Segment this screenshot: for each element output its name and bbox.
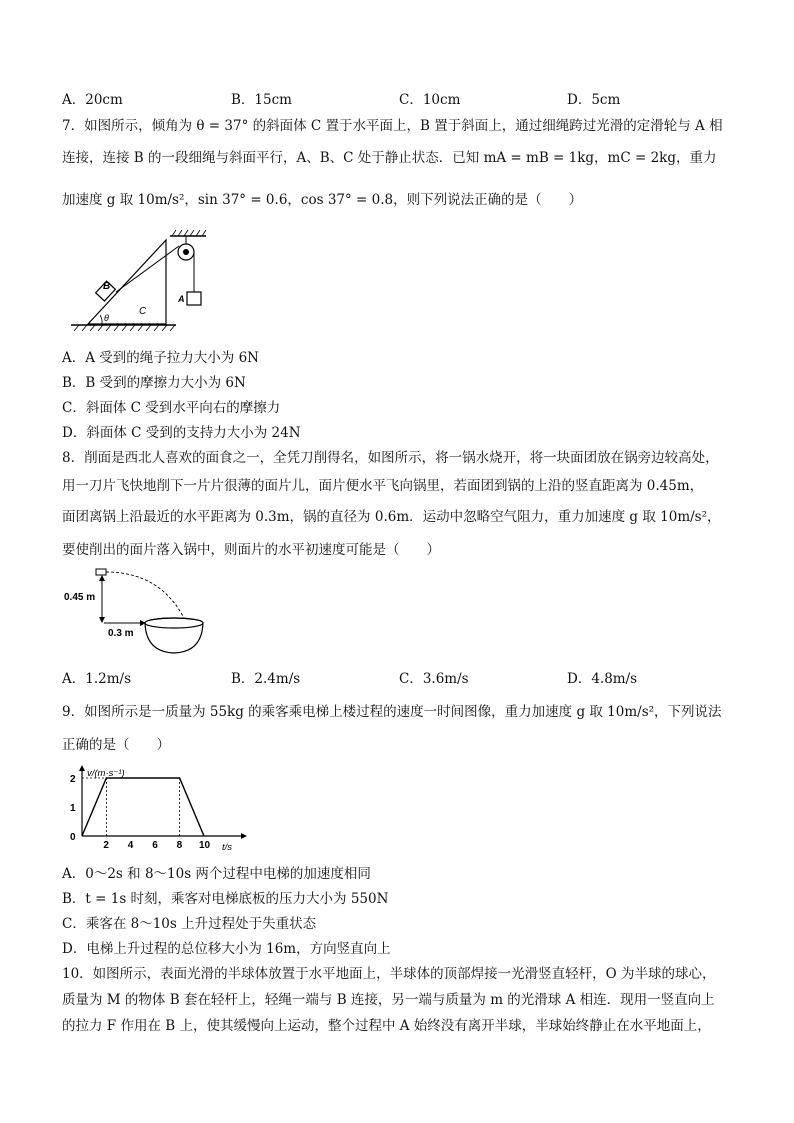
- q6-option-d: D．5cm: [567, 92, 621, 108]
- q9-option-d: D．电梯上升过程的总位移大小为 16m，方向竖直向上: [62, 941, 391, 957]
- q10-stem-line-2: 质量为 M 的物体 B 套在轻杆上，轻绳一端与 B 连接，另一端与质量为 m 的光滑球 A 相连．现用一竖直向上: [62, 992, 715, 1008]
- q8-option-a: A．1.2m/s: [62, 671, 131, 687]
- q6-option-c: C．10cm: [399, 92, 461, 108]
- q10-stem-line-1: 10．如图所示，表面光滑的半球体放置于水平地面上，半球体的顶部焊接一光滑竖直轻杆，O 为半球的球心，: [62, 966, 716, 982]
- q7-stem-line-2: 连接，连接 B 的一段细绳与斜面平行，A、B、C 处于静止状态．已知 mA = mB = 1kg，mC = 2kg，重力: [62, 150, 717, 166]
- x-tick-label: 8: [176, 840, 183, 851]
- x-tick-label: 6: [152, 840, 158, 851]
- x-axis-label: t/s: [222, 842, 233, 853]
- q9-stem-line-1: 9．如图所示是一质量为 55kg 的乘客乘电梯上楼过程的速度一时间图像，重力加速度 g 取 10m/s²，下列说法: [62, 704, 722, 720]
- q8-stem-line-4: 要使削出的面片落入锅中，则面片的水平初速度可能是（ ）: [62, 542, 440, 558]
- x-tick-label: 10: [199, 840, 211, 851]
- q7-label-a: A: [178, 294, 185, 304]
- q6-option-a: A．20cm: [62, 92, 123, 108]
- q8-distance-label: 0.3 m: [108, 628, 134, 639]
- q8-stem-line-3: 面团离锅上沿最近的水平距离为 0.3m，锅的直径为 0.6m．运动中忽略空气阻力，重力加速度 g 取 10m/s²，: [62, 509, 721, 525]
- q7-label-b: B: [103, 281, 111, 292]
- q7-label-c: C: [139, 306, 147, 317]
- q7-option-b: B．B 受到的摩擦力大小为 6N: [62, 375, 246, 391]
- q9-option-c: C．乘客在 8～10s 上升过程处于失重状态: [62, 916, 317, 932]
- q6-option-b: B．15cm: [231, 92, 292, 108]
- q9-velocity-time-chart: [62, 762, 252, 854]
- q7-stem-line-3: 加速度 g 取 10m/s²，sin 37° = 0.6，cos 37° = 0.8，则下列说法正确的是（ ）: [62, 192, 583, 208]
- q9-stem-line-2: 正确的是（ ）: [62, 737, 170, 753]
- q10-stem-line-3: 的拉力 F 作用在 B 上，使其缓慢向上运动，整个过程中 A 始终没有离开半球，半球始终静止在水平地面上，: [62, 1018, 711, 1034]
- y-axis-label: v/(m·s⁻¹): [87, 768, 125, 779]
- y-tick-label: 2: [70, 774, 76, 785]
- q8-stem-line-1: 8．削面是西北人喜欢的面食之一，全凭刀削得名，如图所示，将一锅水烧开，将一块面团放在锅旁边较高处，: [62, 450, 719, 466]
- q9-option-b: B．t = 1s 时刻，乘客对电梯底板的压力大小为 550N: [62, 891, 389, 907]
- q7-option-d: D．斜面体 C 受到的支持力大小为 24N: [62, 425, 301, 441]
- q7-option-a: A．A 受到的绳子拉力大小为 6N: [62, 350, 259, 366]
- q8-option-b: B．2.4m/s: [231, 671, 301, 687]
- q8-height-label: 0.45 m: [64, 592, 96, 603]
- q8-noodle-figure: [62, 566, 212, 656]
- velocity-series-line: [82, 778, 204, 836]
- x-tick-label: 2: [103, 840, 109, 851]
- q8-option-c: C．3.6m/s: [399, 671, 469, 687]
- q8-option-d: D．4.8m/s: [567, 671, 638, 687]
- q8-stem-line-2: 用一刀片飞快地削下一片片很薄的面片儿，面片便水平飞向锅里，若面团到锅的上沿的竖直距离为 0.45m，: [62, 478, 704, 494]
- y-tick-label: 1: [70, 803, 76, 814]
- x-tick-label: 4: [127, 840, 134, 851]
- q7-option-c: C．斜面体 C 受到水平向右的摩擦力: [62, 400, 281, 416]
- y-tick-label: 0: [70, 832, 76, 843]
- q7-stem-line-1: 7．如图所示，倾角为 θ = 37° 的斜面体 C 置于水平面上，B 置于斜面上，通过细绳跨过光滑的定滑轮与 A 相: [62, 118, 723, 134]
- q7-incline-figure: [66, 228, 216, 338]
- q9-option-a: A．0～2s 和 8～10s 两个过程中电梯的加速度相同: [62, 866, 371, 882]
- q7-angle-label: θ: [104, 313, 109, 323]
